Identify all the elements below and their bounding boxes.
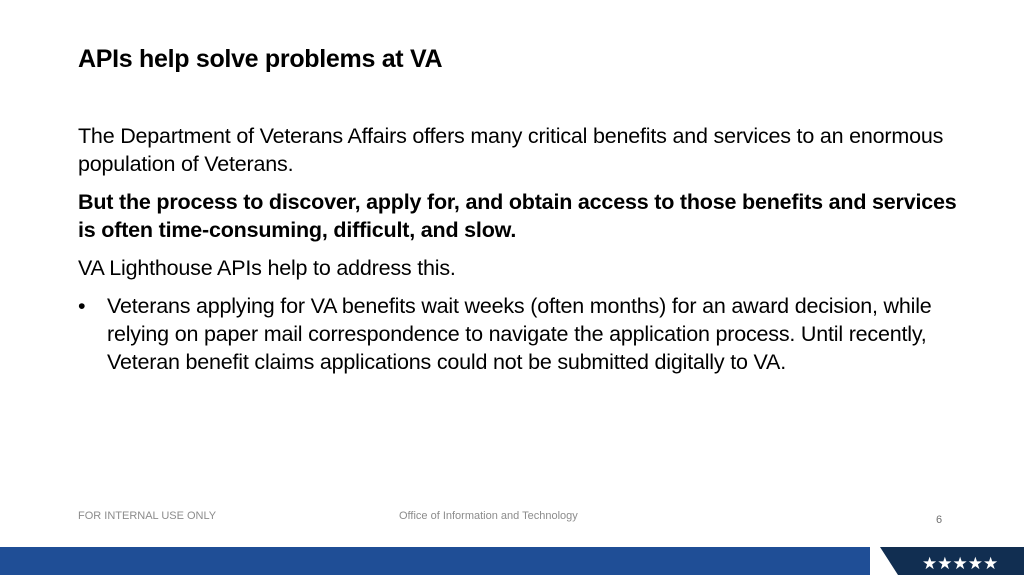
slide-body: [78, 122, 958, 376]
bullet-list: [78, 292, 958, 376]
footer-band: [0, 547, 1024, 575]
bullet-item: [78, 292, 958, 376]
solution-statement: VA Lighthouse APIs help to address this.: [78, 256, 456, 280]
slide-title: APIs help solve problems at VA: [78, 45, 443, 73]
stars-icon: ★★★★★: [922, 554, 999, 574]
footer-classification: FOR INTERNAL USE ONLY: [78, 510, 217, 522]
bullet-dot-icon: •: [78, 294, 86, 318]
band-blue-bar: [0, 547, 870, 575]
page-number: 6: [936, 514, 943, 526]
problem-statement: But the process to discover, apply for, and obtain access to those benefits and services is often time-consuming, difficult, and slow.: [78, 190, 957, 242]
footer-office: Office of Information and Technology: [399, 510, 578, 522]
intro-paragraph: The Department of Veterans Affairs offers many critical benefits and services to an enormous population of Veterans.: [78, 124, 944, 176]
bullet-text: Veterans applying for VA benefits wait weeks (often months) for an award decision, while relying on paper mail correspondence to navigate the application process. Until recently, Veteran benefit claims applications could not be submitted digitally to VA.: [107, 294, 932, 374]
